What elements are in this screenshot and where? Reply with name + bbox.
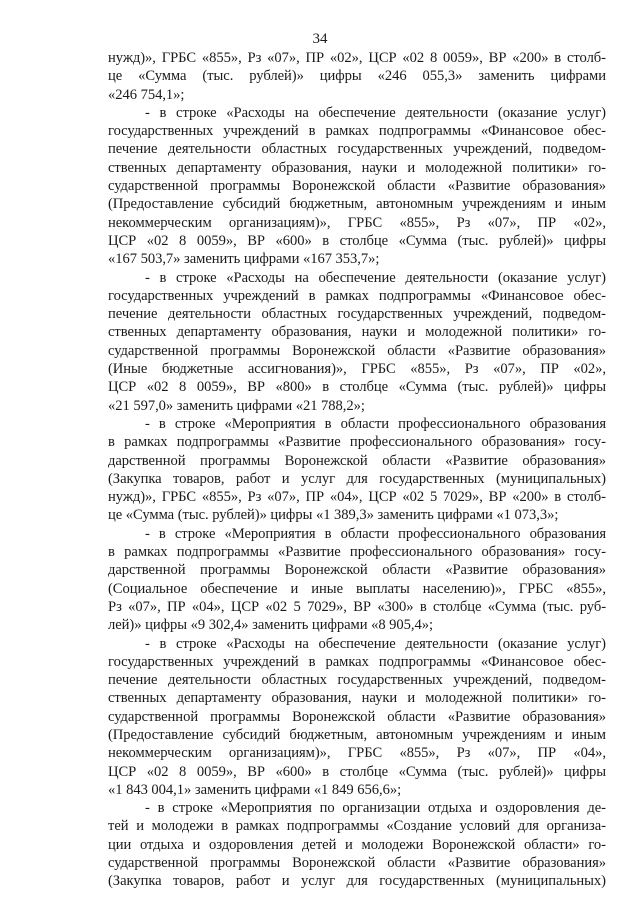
text-line: лей)» цифры «9 302,4» заменить цифрами «8 905,4»; <box>108 617 434 634</box>
text-line: государственных учреждений в рамках подпрограммы «Финансовое обес- <box>108 123 606 140</box>
text-line: «167 503,7» заменить цифрами «167 353,7»; <box>108 251 380 268</box>
text-line: печение деятельности областных государственных учреждений, подведом- <box>108 306 606 323</box>
text-line: некоммерческим организациям)», ГРБС «855», Рз «07», ПР «02», <box>108 214 606 231</box>
text-line: нужд)», ГРБС «855», Рз «07», ПР «02», ЦСР «02 8 0059», ВР «200» в столб- <box>108 50 606 66</box>
text-line: ции отдыха и оздоровления детей и молодежи Воронежской области» го- <box>108 836 606 853</box>
text-line: ЦСР «02 8 0059», ВР «600» в столбце «Сумма (тыс. рублей)» цифры <box>108 763 606 780</box>
text-line: нужд)», ГРБС «855», Рз «07», ПР «04», ЦСР «02 5 7029», ВР «200» в столб- <box>108 489 606 506</box>
text-line: це «Сумма (тыс. рублей)» цифры «246 055,3» заменить цифрами <box>108 68 606 85</box>
text-line: государственных учреждений в рамках подпрограммы «Финансовое обес- <box>108 287 606 304</box>
text-line: (Предоставление субсидий бюджетным, автономным учреждениям и иным <box>108 726 606 743</box>
text-line: - в строке «Мероприятия в области профессионального образования <box>145 415 606 432</box>
text-line: дарственной программы Воронежской области «Развитие образования» <box>108 452 606 469</box>
text-line: «246 754,1»; <box>108 86 185 103</box>
text-line: в рамках подпрограммы «Развитие профессионального образования» госу- <box>108 434 606 451</box>
text-line: в рамках подпрограммы «Развитие профессионального образования» госу- <box>108 544 606 561</box>
text-line: печение деятельности областных государственных учреждений, подведом- <box>108 141 606 158</box>
text-line: ственных департаменту образования, науки и молодежной политики» го- <box>108 690 606 707</box>
text-line: ЦСР «02 8 0059», ВР «800» в столбце «Сумма (тыс. рублей)» цифры <box>108 379 606 396</box>
text-line: (Иные бюджетные ассигнования)», ГРБС «855», Рз «07», ПР «02», <box>108 361 606 378</box>
text-line: сударственной программы Воронежской области «Развитие образования» <box>108 342 606 359</box>
text-line: ственных департаменту образования, науки и молодежной политики» го- <box>108 324 606 341</box>
text-line: Рз «07», ПР «04», ЦСР «02 5 7029», ВР «300» в столбце «Сумма (тыс. руб- <box>108 598 606 615</box>
text-line: - в строке «Расходы на обеспечение деятельности (оказание услуг) <box>145 269 606 286</box>
text-line: (Закупка товаров, работ и услуг для государственных (муниципальных) <box>108 873 606 890</box>
text-line: сударственной программы Воронежской области «Развитие образования» <box>108 855 606 872</box>
text-line: (Социальное обеспечение и иные выплаты населению)», ГРБС «855», <box>108 580 606 597</box>
text-line: сударственной программы Воронежской области «Развитие образования» <box>108 708 606 725</box>
text-line: це «Сумма (тыс. рублей)» цифры «1 389,3» заменить цифрами «1 073,3»; <box>108 507 559 524</box>
text-line: ственных департаменту образования, науки и молодежной политики» го- <box>108 159 606 176</box>
text-line: печение деятельности областных государственных учреждений, подведом- <box>108 672 606 689</box>
document-body <box>108 49 606 891</box>
text-line: (Предоставление субсидий бюджетным, автономным учреждениям и иным <box>108 196 606 213</box>
text-line: ЦСР «02 8 0059», ВР «600» в столбце «Сумма (тыс. рублей)» цифры <box>108 232 606 249</box>
text-line: - в строке «Расходы на обеспечение деятельности (оказание услуг) <box>145 635 606 652</box>
text-line: сударственной программы Воронежской области «Развитие образования» <box>108 178 606 195</box>
text-line: - в строке «Мероприятия по организации отдыха и оздоровления де- <box>145 800 606 817</box>
text-line: «21 597,0» заменить цифрами «21 788,2»; <box>108 397 365 414</box>
text-line: некоммерческим организациям)», ГРБС «855», Рз «07», ПР «04», <box>108 745 606 762</box>
text-line: - в строке «Мероприятия в области профессионального образования <box>145 525 606 542</box>
text-line: (Закупка товаров, работ и услуг для государственных (муниципальных) <box>108 470 606 487</box>
text-line: тей и молодежи в рамках подпрограммы «Создание условий для организа- <box>108 818 606 835</box>
text-line: «1 843 004,1» заменить цифрами «1 849 656,6»; <box>108 781 402 798</box>
text-line: дарственной программы Воронежской области «Развитие образования» <box>108 562 606 579</box>
page-number: 34 <box>312 31 328 47</box>
text-line: государственных учреждений в рамках подпрограммы «Финансовое обес- <box>108 653 606 670</box>
text-line: - в строке «Расходы на обеспечение деятельности (оказание услуг) <box>145 104 606 121</box>
